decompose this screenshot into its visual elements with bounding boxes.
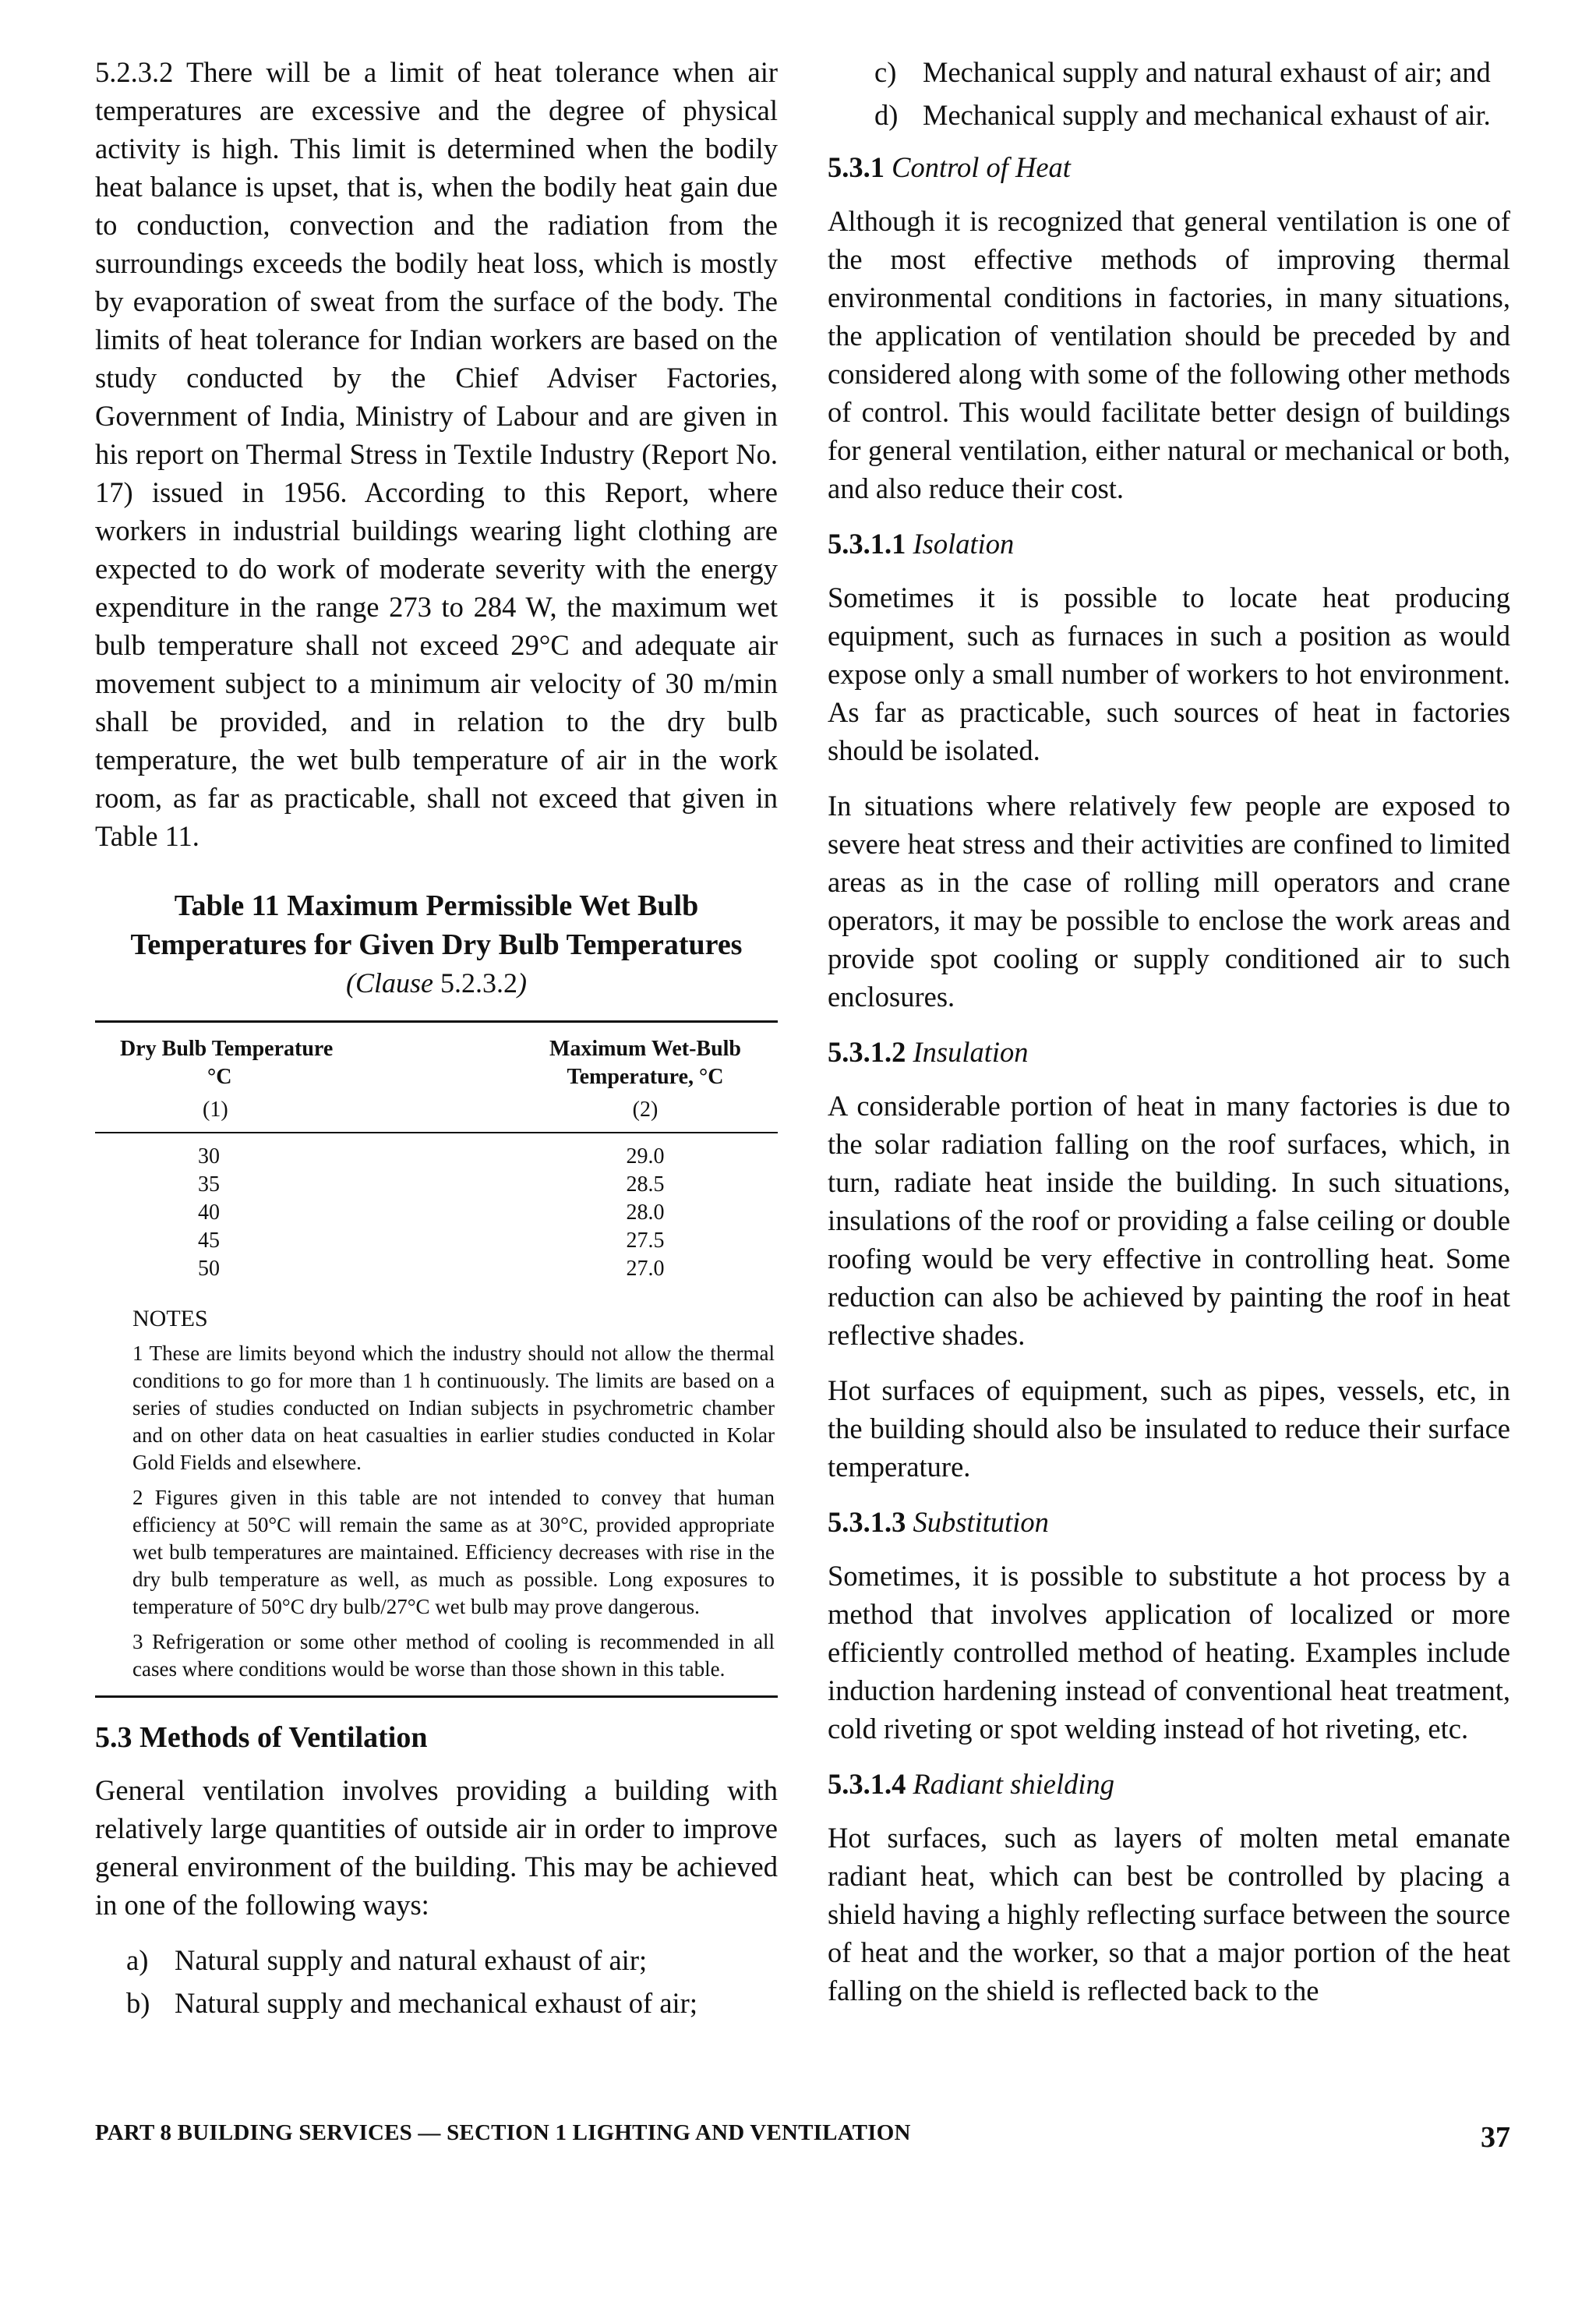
col1-header-line-1: Dry Bulb Temperature (120, 1037, 334, 1061)
heading-title: Control of Heat (892, 151, 1071, 183)
wet-bulb-cell: 27.5 (626, 1229, 665, 1253)
column-number-row (95, 1091, 778, 1133)
col2-number: (2) (388, 1091, 778, 1133)
ventilation-methods-list-continued (828, 53, 1510, 134)
table-title-line-1: Table 11 Maximum Permissible Wet Bulb (174, 889, 699, 922)
wet-bulb-cell: 28.0 (626, 1200, 665, 1225)
heading-number: 5.3.1.1 (828, 528, 906, 560)
heading-title: Insulation (913, 1036, 1029, 1068)
footer-running-title: PART 8 BUILDING SERVICES — SECTION 1 LIGHTING AND VENTILATION (95, 2120, 911, 2145)
clause-number: 5.2.3.2 (440, 967, 517, 999)
note-3: 3 Refrigeration or some other method of cooling is recommended in all cases where conditions would be worse than those shown in this table. (132, 1630, 775, 1681)
list-item-text: Natural supply and mechanical exhaust of air; (175, 1987, 697, 2019)
list-item (874, 96, 1510, 134)
clause-word: Clause (355, 967, 433, 999)
section-heading-5-3: 5.3 Methods of Ventilation (95, 1721, 428, 1754)
heading-number: 5.3.1.2 (828, 1036, 906, 1068)
paragraph-radiant-shielding: Hot surfaces, such as layers of molten metal emanate radiant heat, which can best be controlled by placing a shield having a highly reflecting surface between the source of heat and the worker, so that a major portion of the heat falling on the shield is reflected back to the (828, 1822, 1510, 2006)
heading-title: Substitution (913, 1506, 1049, 1538)
heading-5-3-1 (828, 148, 1510, 186)
heading-5-3-1-3 (828, 1503, 1510, 1541)
col2-header-line-1: Maximum Wet-Bulb (549, 1037, 741, 1061)
heading-title: Isolation (913, 528, 1015, 560)
heading-5-3-1-4 (828, 1765, 1510, 1803)
list-item-text: Natural supply and natural exhaust of air; (175, 1944, 648, 1976)
paragraph-5-2-3-2: 5.2.3.2 There will be a limit of heat tolerance when air temperatures are excessive and the degree of physical activity is high. This limit is determined when the bodily heat balance is upset, that is, when the bodily heat gain due to conduction, convection and the radiation from the surroundings exceeds the bodily heat loss, which is mostly by evaporation of sweat from the surface of the body. The limits of heat tolerance for Indian workers are based on the study conducted by the Chief Adviser Factories, Government of India, Ministry of Labour and are given in his report on Thermal Stress in Textile Industry (Report No. 17) issued in 1956. According to this Report, where workers in industrial buildings wearing light clothing are expected to do work of moderate severity with the energy expenditure in the range 273 to 284 W, the maximum wet bulb temperature shall not exceed 29°C and adequate air movement subject to a minimum air velocity of 30 m/min shall be provided, and in relation to the dry bulb temperature, the wet bulb temperature of air in the work room, as far as practicable, shall not exceed that given in Table 11. (95, 56, 778, 852)
list-item-text: Mechanical supply and natural exhaust of air; and (923, 56, 1491, 88)
list-marker: c) (874, 56, 897, 88)
paragraph-isolation-1: Sometimes it is possible to locate heat producing equipment, such as furnaces in such a position as would expose only a small number of workers to hot environment. As far as practicable, such sources of heat in factories should be isolated. (828, 582, 1510, 766)
heading-number: 5.3.1.3 (828, 1506, 906, 1538)
ventilation-methods-list (95, 1941, 778, 2022)
paragraph-insulation-2: Hot surfaces of equipment, such as pipes, vessels, etc, in the building should also be insulated to reduce their surface temperature. (828, 1374, 1510, 1483)
table-row (95, 1199, 778, 1227)
page-footer (95, 2120, 1510, 2155)
list-marker: b) (126, 1987, 150, 2019)
ventilation-intro: General ventilation involves providing a building with relatively large quantities of outside air in order to improve general environment of the building. This may be achieved in one of the following ways: (95, 1774, 778, 1921)
dry-bulb-cell: 45 (198, 1229, 220, 1253)
table-11-title (95, 886, 778, 964)
note-1: 1 These are limits beyond which the industry should not allow the thermal conditions to go for more than 1 h continuously. The limits are based on a series of studies conducted on Indian subjects in psychrometric chamber and on other data on heat casualties in earlier studies conducted in Kolar Gold Fields and elsewhere. (132, 1342, 775, 1474)
dry-bulb-cell: 40 (198, 1200, 220, 1225)
dry-bulb-cell: 35 (198, 1172, 220, 1197)
list-marker: d) (874, 99, 899, 131)
wet-bulb-cell: 28.5 (626, 1172, 665, 1197)
paragraph-substitution: Sometimes, it is possible to substitute a hot process by a method that involves application of localized or more efficiently controlled method of heating. Examples include induction hardening instead of conventional heat treatment, cold riveting or spot welding instead of hot riveting, etc. (828, 1560, 1510, 1745)
table-row (95, 1227, 778, 1255)
list-marker: a) (126, 1944, 149, 1976)
col2-header-line-2: Temperature, °C (567, 1065, 724, 1089)
paragraph-isolation-2: In situations where relatively few people are exposed to severe heat stress and their activities are confined to limited areas as in the case of rolling mill operators and crane operators, it may be possible to enclose the work areas and provide spot cooling or supply conditioned air to such enclosures. (828, 790, 1510, 1013)
heading-5-3-1-2 (828, 1033, 1510, 1071)
wet-bulb-cell: 29.0 (626, 1144, 665, 1168)
paragraph-insulation-1: A considerable portion of heat in many factories is due to the solar radiation falling on the roof surfaces, which, in turn, radiate heat inside the building. In such situations, insulations of the roof or providing a false ceiling or double roofing would be very effective in controlling heat. Some reduction can also be achieved by painting the roof in heat reflective shades. (828, 1090, 1510, 1351)
heading-number: 5.3.1 (828, 151, 885, 183)
dry-bulb-cell: 30 (198, 1144, 220, 1168)
col2-header (388, 1031, 778, 1091)
table-row (95, 1133, 778, 1171)
table-title-line-2: Temperatures for Given Dry Bulb Temperatures (130, 928, 743, 961)
note-2: 2 Figures given in this table are not intended to convey that human efficiency at 50°C will remain the same as at 30°C, provided appropriate wet bulb temperatures are maintained. Efficiency decreases with rise in the dry bulb temperature as well, as much as possible. Long exposures to temperature of 50°C dry bulb/27°C wet bulb may prove dangerous. (132, 1486, 775, 1618)
notes-divider (95, 1695, 778, 1698)
table-row (95, 1255, 778, 1283)
notes-heading: NOTES (132, 1306, 208, 1331)
list-item (874, 53, 1510, 91)
table-notes (95, 1305, 778, 1683)
heading-title: Radiant shielding (913, 1768, 1115, 1800)
left-column (95, 53, 778, 2027)
dry-bulb-cell: 50 (198, 1257, 220, 1281)
paragraph-5-3-1: Although it is recognized that general ventilation is one of the most effective methods of improving thermal environmental conditions in factories, in many situations, the application of ventilation should be preceded by and considered along with some of the following other methods of control. This would facilitate better design of buildings for general ventilation, either natural or mechanical or both, and also reduce their cost. (828, 205, 1510, 504)
page-number: 37 (1481, 2121, 1510, 2154)
heading-5-3-1-1 (828, 525, 1510, 563)
col1-header-line-2: °C (207, 1065, 232, 1089)
table-11 (95, 1020, 778, 1283)
right-column (828, 53, 1510, 2010)
table-clause-reference: (Clause 5.2.3.2) (345, 967, 527, 999)
list-item (95, 1941, 778, 1979)
table-header-row (95, 1031, 778, 1091)
heading-number: 5.3.1.4 (828, 1768, 906, 1800)
wet-bulb-cell: 27.0 (626, 1257, 665, 1281)
table-row (95, 1171, 778, 1199)
col1-number: (1) (95, 1091, 388, 1133)
list-item-text: Mechanical supply and mechanical exhaust of air. (923, 99, 1491, 131)
col1-header (95, 1031, 388, 1091)
list-item (95, 1984, 778, 2022)
